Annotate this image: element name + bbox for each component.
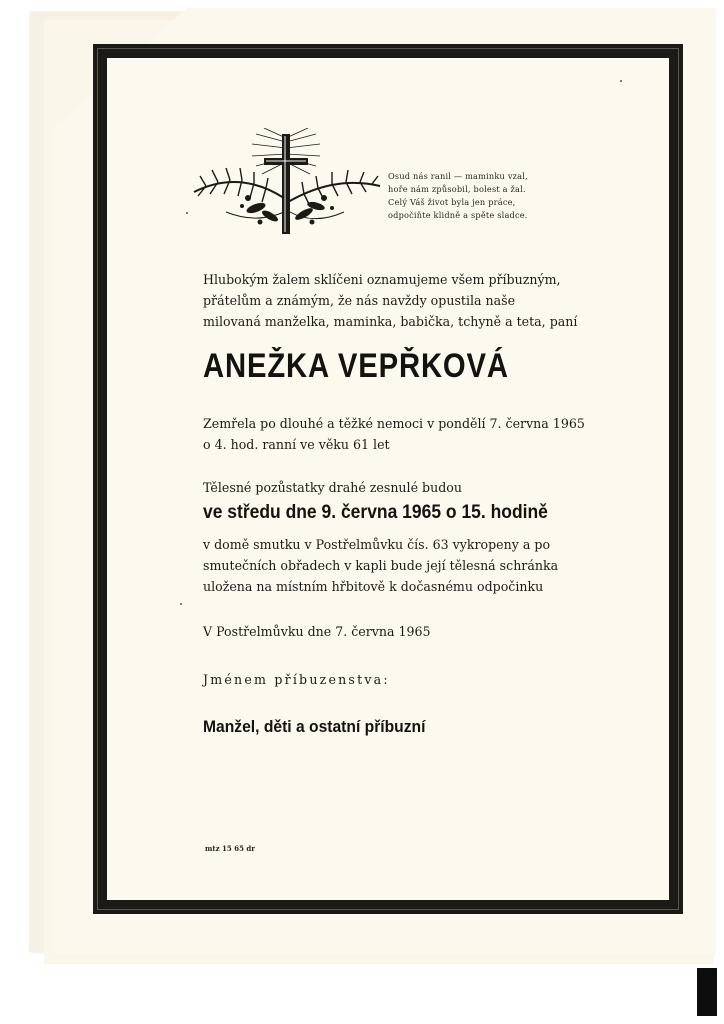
funeral-line: v domě smutku v Postřelmůvku čís. 63 vykropeny a po: [203, 537, 551, 552]
verse-line: Celý Váš život byla jen práce,: [388, 197, 516, 207]
place-and-date: V Postřelmůvku dne 7. června 1965: [203, 624, 431, 639]
funeral-datetime: ve středu dne 9. června 1965 o 15. hodině: [203, 502, 548, 523]
printer-mark: mtz 15 65 dr: [205, 844, 255, 853]
verse-line: odpočiňte klidně a spěte sladce.: [388, 210, 528, 220]
cross-with-palm-branches-icon: [186, 128, 382, 243]
death-details: [203, 413, 603, 455]
paper-speck: [180, 603, 182, 605]
paper-speck: [620, 80, 622, 82]
verse-line: hoře nám způsobil, bolest a žal.: [388, 184, 526, 194]
remains-line: Tělesné pozůstatky drahé zesnulé budou: [203, 480, 462, 495]
intro-line: Hlubokým žalem sklíčeni oznamujeme všem příbuzným,: [203, 272, 561, 287]
deceased-name: ANEŽKA VEPŘKOVÁ: [203, 347, 509, 385]
family-signature: Manžel, děti a ostatní příbuzní: [203, 717, 426, 736]
death-line: o 4. hod. ranní ve věku 61 let: [203, 437, 390, 452]
funeral-details: [203, 534, 603, 597]
funeral-line: uložena na místním hřbitově k dočasnému odpočinku: [203, 579, 544, 594]
announcement-intro: [203, 269, 603, 332]
paper-speck: [186, 212, 188, 214]
funeral-line: smutečních obřadech v kapli bude její tělesná schránka: [203, 558, 559, 573]
memorial-verse: [388, 170, 568, 222]
scan-corner-mark: [697, 968, 717, 1016]
intro-line: přátelům a známým, že nás navždy opustila naše: [203, 293, 516, 308]
intro-line: milovaná manželka, maminka, babička, tchyně a teta, paní: [203, 314, 578, 329]
verse-line: Osud nás ranil — maminku vzal,: [388, 171, 528, 181]
on-behalf-of-family: Jménem příbuzenstva:: [203, 672, 390, 687]
death-line: Zemřela po dlouhé a těžké nemoci v pondělí 7. června 1965: [203, 416, 585, 431]
